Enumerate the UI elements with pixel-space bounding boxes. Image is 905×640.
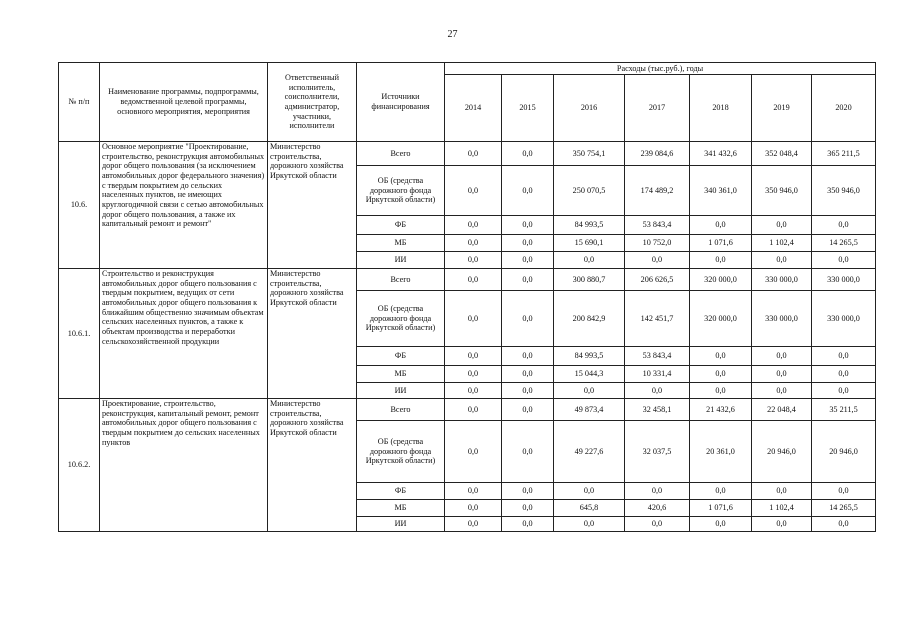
- item-name: Строительство и реконструкция автомобильных дорог общего пользования с твердым покрытием, ведущих от сети автомобильных дорог общего пользования к ближайшим общественно значимым объектам сельских населенных пунктов, а также к объектам производства и переработки сельскохозяйственной продукции: [100, 269, 268, 399]
- expense-value: 320 000,0: [690, 291, 752, 347]
- expense-value: 0,0: [445, 291, 502, 347]
- expense-value: 53 843,4: [625, 347, 690, 366]
- expense-value: 49 227,6: [554, 421, 625, 483]
- expense-value: 35 211,5: [812, 399, 876, 421]
- item-number: 10.6.: [59, 142, 100, 269]
- expense-value: 0,0: [690, 483, 752, 500]
- expense-value: 0,0: [502, 517, 554, 532]
- expense-value: 0,0: [502, 235, 554, 252]
- expense-value: 0,0: [445, 517, 502, 532]
- expense-value: 0,0: [554, 483, 625, 500]
- expense-value: 0,0: [690, 216, 752, 235]
- expense-value: 206 626,5: [625, 269, 690, 291]
- expense-value: 1 071,6: [690, 235, 752, 252]
- expense-value: 0,0: [445, 269, 502, 291]
- funding-source: ИИ: [357, 383, 445, 399]
- expense-value: 0,0: [625, 517, 690, 532]
- expense-value: 14 265,5: [812, 500, 876, 517]
- expense-value: 0,0: [690, 517, 752, 532]
- funding-source: ИИ: [357, 252, 445, 269]
- expense-value: 49 873,4: [554, 399, 625, 421]
- expense-value: 0,0: [752, 383, 812, 399]
- expense-value: 0,0: [625, 252, 690, 269]
- expense-value: 330 000,0: [812, 291, 876, 347]
- expense-value: 0,0: [502, 483, 554, 500]
- expense-value: 0,0: [502, 399, 554, 421]
- header-year: 2018: [690, 75, 752, 142]
- expense-value: 15 690,1: [554, 235, 625, 252]
- header-num: № п/п: [59, 63, 100, 142]
- expense-value: 1 102,4: [752, 235, 812, 252]
- expense-value: 0,0: [690, 347, 752, 366]
- header-year: 2014: [445, 75, 502, 142]
- funding-source: ОБ (средства дорожного фонда Иркутской области): [357, 421, 445, 483]
- expense-value: 0,0: [445, 347, 502, 366]
- expense-value: 0,0: [502, 291, 554, 347]
- funding-source: ФБ: [357, 483, 445, 500]
- expense-value: 14 265,5: [812, 235, 876, 252]
- expense-value: 0,0: [752, 483, 812, 500]
- expense-value: 20 946,0: [752, 421, 812, 483]
- expense-value: 0,0: [502, 142, 554, 166]
- expense-value: 0,0: [812, 252, 876, 269]
- expense-value: 0,0: [445, 421, 502, 483]
- funding-source: ФБ: [357, 347, 445, 366]
- item-responsible: Министерство строительства, дорожного хозяйства Иркутской области: [268, 399, 357, 532]
- expense-value: 0,0: [445, 383, 502, 399]
- expense-value: 0,0: [502, 166, 554, 216]
- funding-source: Всего: [357, 399, 445, 421]
- expense-value: 0,0: [445, 500, 502, 517]
- expense-value: 0,0: [445, 252, 502, 269]
- expense-value: 250 070,5: [554, 166, 625, 216]
- expense-value: 0,0: [445, 366, 502, 383]
- header-year: 2020: [812, 75, 876, 142]
- expense-value: 0,0: [812, 383, 876, 399]
- expense-value: 420,6: [625, 500, 690, 517]
- funding-source: ФБ: [357, 216, 445, 235]
- expense-value: 0,0: [502, 500, 554, 517]
- expense-value: 0,0: [625, 383, 690, 399]
- header-name: Наименование программы, подпрограммы, ведомственной целевой программы, основного мероприятия, мероприятия: [100, 63, 268, 142]
- funding-source: МБ: [357, 366, 445, 383]
- expense-value: 10 752,0: [625, 235, 690, 252]
- expense-value: 0,0: [812, 216, 876, 235]
- item-name: Проектирование, строительство, реконструкция, капитальный ремонт, ремонт автомобильных дорог общего пользования с твердым покрытием до сельских населенных пунктов: [100, 399, 268, 532]
- expense-value: 0,0: [445, 483, 502, 500]
- expense-value: 0,0: [812, 347, 876, 366]
- expense-value: 350 946,0: [752, 166, 812, 216]
- expense-value: 21 432,6: [690, 399, 752, 421]
- expense-value: 0,0: [445, 235, 502, 252]
- expense-value: 1 071,6: [690, 500, 752, 517]
- item-responsible: Министерство строительства, дорожного хозяйства Иркутской области: [268, 269, 357, 399]
- funding-source: ОБ (средства дорожного фонда Иркутской области): [357, 291, 445, 347]
- expense-value: 0,0: [502, 383, 554, 399]
- funding-source: ИИ: [357, 517, 445, 532]
- expense-value: 0,0: [502, 366, 554, 383]
- expense-value: 0,0: [502, 252, 554, 269]
- item-number: 10.6.2.: [59, 399, 100, 532]
- funding-source: Всего: [357, 142, 445, 166]
- expense-value: 15 044,3: [554, 366, 625, 383]
- expense-value: 320 000,0: [690, 269, 752, 291]
- item-responsible: Министерство строительства, дорожного хозяйства Иркутской области: [268, 142, 357, 269]
- budget-table: [58, 62, 876, 532]
- expense-value: 330 000,0: [752, 269, 812, 291]
- expense-value: 0,0: [752, 252, 812, 269]
- expense-value: 0,0: [690, 252, 752, 269]
- header-year: 2015: [502, 75, 554, 142]
- header-expenses: Расходы (тыс.руб.), годы: [445, 63, 876, 75]
- header-year: 2017: [625, 75, 690, 142]
- expense-value: 330 000,0: [752, 291, 812, 347]
- expense-value: 0,0: [752, 517, 812, 532]
- expense-value: 20 361,0: [690, 421, 752, 483]
- funding-source: Всего: [357, 269, 445, 291]
- expense-value: 53 843,4: [625, 216, 690, 235]
- table-row: [59, 142, 876, 166]
- header-responsible: Ответственный исполнитель, соисполнители, администратор, участники, исполнители: [268, 63, 357, 142]
- funding-source: МБ: [357, 235, 445, 252]
- expense-value: 0,0: [502, 347, 554, 366]
- expense-value: 0,0: [752, 347, 812, 366]
- header-sources: Источники финансирования: [357, 63, 445, 142]
- expense-value: 300 880,7: [554, 269, 625, 291]
- header-year: 2019: [752, 75, 812, 142]
- expense-value: 174 489,2: [625, 166, 690, 216]
- expense-value: 0,0: [445, 399, 502, 421]
- expense-value: 0,0: [554, 517, 625, 532]
- funding-source: МБ: [357, 500, 445, 517]
- expense-value: 84 993,5: [554, 347, 625, 366]
- expense-value: 0,0: [502, 269, 554, 291]
- expense-value: 200 842,9: [554, 291, 625, 347]
- expense-value: 0,0: [690, 383, 752, 399]
- expense-value: 0,0: [445, 142, 502, 166]
- expense-value: 0,0: [812, 366, 876, 383]
- item-name: Основное мероприятие "Проектирование, строительство, реконструкция автомобильных дорог общего пользования (за исключением автомобильных дорог федерального значения) с твердым покрытием до сельских населенных пунктов, не имеющих круглогодичной связи с сетью автомобильных дорог общего пользования, а также их капитальный ремонт и ремонт": [100, 142, 268, 269]
- expense-value: 239 084,6: [625, 142, 690, 166]
- header-row-top: [59, 63, 876, 75]
- expense-value: 0,0: [554, 383, 625, 399]
- expense-value: 32 458,1: [625, 399, 690, 421]
- expense-value: 350 754,1: [554, 142, 625, 166]
- expense-value: 1 102,4: [752, 500, 812, 517]
- header-year: 2016: [554, 75, 625, 142]
- expense-value: 0,0: [502, 421, 554, 483]
- expense-value: 10 331,4: [625, 366, 690, 383]
- expense-value: 0,0: [812, 483, 876, 500]
- expense-value: 645,8: [554, 500, 625, 517]
- expense-value: 352 048,4: [752, 142, 812, 166]
- expense-value: 0,0: [502, 216, 554, 235]
- expense-value: 22 048,4: [752, 399, 812, 421]
- expense-value: 0,0: [445, 166, 502, 216]
- expense-value: 142 451,7: [625, 291, 690, 347]
- expense-value: 0,0: [690, 366, 752, 383]
- item-number: 10.6.1.: [59, 269, 100, 399]
- table-row: [59, 399, 876, 421]
- expense-value: 0,0: [445, 216, 502, 235]
- expense-value: 330 000,0: [812, 269, 876, 291]
- expense-value: 84 993,5: [554, 216, 625, 235]
- expense-value: 0,0: [752, 366, 812, 383]
- table-row: [59, 269, 876, 291]
- expense-value: 350 946,0: [812, 166, 876, 216]
- expense-value: 341 432,6: [690, 142, 752, 166]
- expense-value: 0,0: [625, 483, 690, 500]
- expense-value: 0,0: [554, 252, 625, 269]
- funding-source: ОБ (средства дорожного фонда Иркутской области): [357, 166, 445, 216]
- page-number: 27: [447, 29, 458, 40]
- expense-value: 20 946,0: [812, 421, 876, 483]
- expense-value: 32 037,5: [625, 421, 690, 483]
- expense-value: 0,0: [752, 216, 812, 235]
- expense-value: 0,0: [812, 517, 876, 532]
- expense-value: 340 361,0: [690, 166, 752, 216]
- expense-value: 365 211,5: [812, 142, 876, 166]
